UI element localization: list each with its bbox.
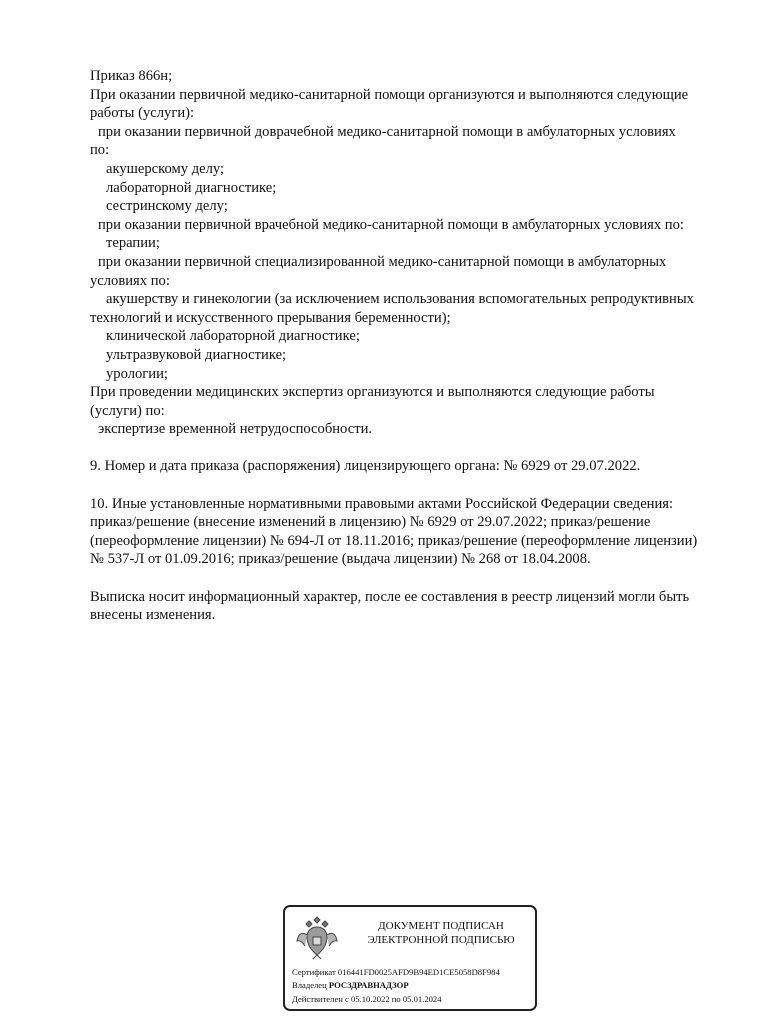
text-line: экспертизе временной нетрудоспособности. bbox=[98, 421, 373, 438]
russian-coat-of-arms-icon bbox=[295, 913, 339, 961]
text-line: (услуги) по: bbox=[90, 402, 165, 419]
text-line: При оказании первичной медико-санитарной помощи организуются и выполняются следующие bbox=[90, 86, 689, 103]
text-line: внесены изменения. bbox=[90, 607, 216, 624]
text-line: приказ/решение (внесение изменений в лицензию) № 6929 от 29.07.2022; приказ/решение bbox=[90, 514, 651, 531]
certificate-label: Сертификат bbox=[292, 967, 336, 977]
text-line: работы (услуги): bbox=[90, 105, 195, 122]
text-line: терапии; bbox=[106, 235, 160, 252]
signature-title-line1: ДОКУМЕНТ ПОДПИСАН bbox=[378, 920, 504, 932]
blank-line bbox=[90, 439, 740, 458]
owner-value: РОСЗДРАВНАДЗОР bbox=[328, 980, 409, 991]
text-line: 9. Номер и дата приказа (распоряжения) лицензирующего органа: № 6929 от 29.07.2022. bbox=[90, 458, 641, 475]
document-body bbox=[90, 67, 740, 625]
text-line: клинической лабораторной диагностике; bbox=[106, 328, 360, 345]
text-line: Выписка носит информационный характер, после ее составления в реестр лицензий могли быть bbox=[90, 588, 690, 605]
text-line: условиях по: bbox=[90, 272, 170, 289]
text-line: при оказании первичной доврачебной медико-санитарной помощи в амбулаторных условиях bbox=[98, 123, 676, 140]
signature-title-line2: ЭЛЕКТРОННОЙ ПОДПИСЬЮ bbox=[367, 934, 515, 946]
text-line: ультразвуковой диагностике; bbox=[106, 346, 287, 363]
text-line: При проведении медицинских экспертиз организуются и выполняются следующие работы bbox=[90, 384, 655, 401]
text-line: лабораторной диагностике; bbox=[106, 179, 277, 196]
text-line: сестринскому делу; bbox=[106, 198, 228, 215]
text-line: акушерству и гинекологии (за исключением использования вспомогательных репродуктивных bbox=[106, 291, 694, 308]
blank-line bbox=[90, 476, 740, 495]
owner-line bbox=[292, 979, 500, 992]
owner-label: Владелец bbox=[292, 980, 327, 991]
text-line: по: bbox=[90, 142, 110, 159]
electronic-signature-stamp bbox=[283, 905, 537, 1011]
blank-line bbox=[90, 569, 740, 588]
signature-details bbox=[292, 966, 500, 1006]
text-line: при оказании первичной врачебной медико-санитарной помощи в амбулаторных условиях по: bbox=[98, 216, 684, 233]
text-line: технологий и искусственного прерывания беременности); bbox=[90, 309, 451, 326]
validity-line: Действителен с 05.10.2022 по 05.01.2024 bbox=[292, 993, 442, 1004]
text-line: № 537-Л от 01.09.2016; приказ/решение (выдача лицензии) № 268 от 18.04.2008. bbox=[90, 551, 591, 568]
text-line: Приказ 866н; bbox=[90, 68, 173, 84]
certificate-value: 016441FD0025AFD9B94ED1CE5058D8F984 bbox=[337, 967, 500, 977]
text-line: акушерскому делу; bbox=[106, 160, 225, 177]
text-line: (переоформление лицензии) № 694-Л от 18.11.2016; приказ/решение (переоформление лицензии) bbox=[90, 532, 698, 549]
signature-title bbox=[351, 919, 531, 947]
text-line: урологии; bbox=[106, 365, 168, 382]
certificate-line bbox=[292, 966, 500, 979]
text-line: 10. Иные установленные нормативными правовыми актами Российской Федерации сведения: bbox=[90, 495, 674, 512]
text-line: при оказании первичной специализированной медико-санитарной помощи в амбулаторных bbox=[98, 253, 667, 270]
